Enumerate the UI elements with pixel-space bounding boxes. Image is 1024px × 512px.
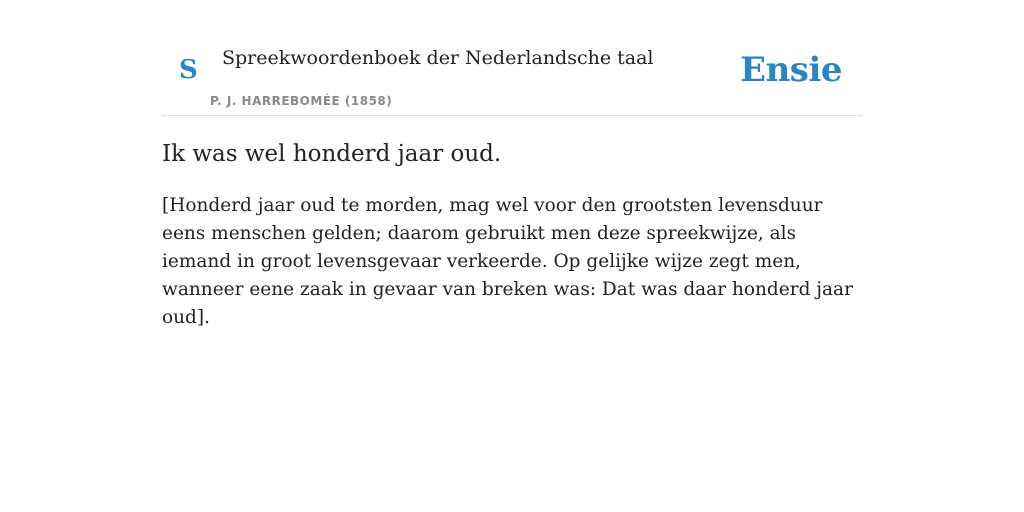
entry-headword: Ik was wel honderd jaar oud. (162, 141, 502, 167)
author-label: P. J. HARREBOMÉE (1858) (210, 94, 393, 108)
source-header (162, 40, 862, 116)
book-title-link[interactable]: Spreekwoordenboek der Nederlandsche taal (222, 47, 654, 69)
ensie-logo-link[interactable]: Ensie (740, 50, 842, 90)
section-letter-badge[interactable]: S (179, 55, 198, 85)
entry-definition: [Honderd jaar oud te morden, mag wel voor den grootsten levensduur eens menschen gelden; daarom gebruikt men deze spreekwijze, als iemand in groot levensgevaar verkeerde. Op gelijke wijze zegt men, wanneer eene zaak in gevaar van breken was: Dat was daar honderd jaar oud]. (162, 195, 853, 328)
